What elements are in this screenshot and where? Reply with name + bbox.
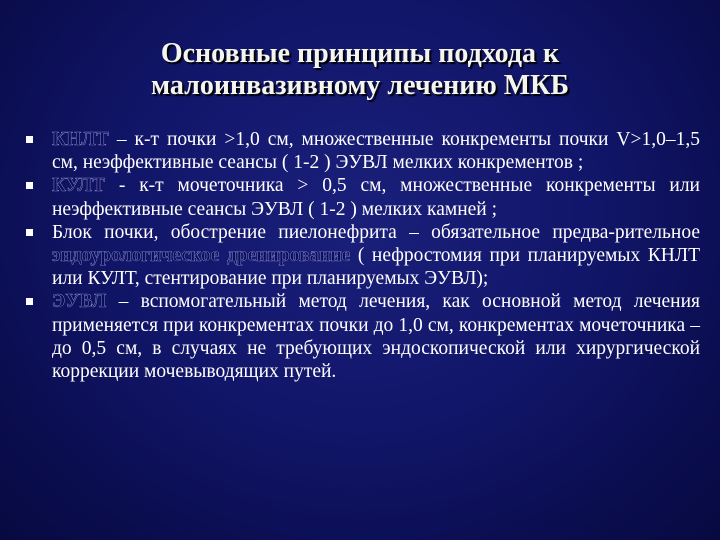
bullet-item-drainage — [24, 221, 700, 291]
term-knlt: КНЛТ — [52, 129, 109, 150]
bullet-list — [24, 128, 700, 383]
bullet-item-euvl — [24, 290, 700, 383]
square-bullet-icon — [26, 136, 33, 143]
term-kult: КУЛТ — [52, 175, 106, 197]
bullet-text-euvl: – вспомогательный метод лечения, как основной метод лечения применяется при конкрементах почки до 1,0 см, конкрементах мочеточника – до 0,5 см, в случаях не требующих эндоскопической или хирургической коррекции мочевыводящих путей. — [52, 291, 700, 383]
slide-title-line-2: малоинвазивному лечению МКБ — [151, 70, 569, 101]
bullet-text-drainage: ( нефростомия при планируемых КНЛТ или КУЛТ, стентирование при планируемых ЭУВЛ); — [52, 245, 701, 290]
bullet-item-knlt — [24, 128, 700, 174]
bullet-text-knlt: – к-т почки >1,0 см, множественные конкременты почки V>1,0–1,5 см, неэффективные сеансы ( 1-2 ) ЭУВЛ мелких конкрементов ; — [52, 129, 700, 174]
square-bullet-icon — [26, 182, 33, 189]
bullet-text-kult: - к-т мочеточника > 0,5 см, множественные конкременты или неэффективные сеансы ЭУВЛ ( 1-2 ) мелких камней ; — [52, 175, 700, 220]
square-bullet-icon — [26, 229, 33, 236]
term-drainage: эндоурологическое дренирование — [52, 245, 351, 267]
bullet-text-drainage-pre: Блок почки, обострение пиелонефрита – обязательное предва-рительное — [52, 221, 700, 243]
slide-title — [60, 38, 660, 102]
slide-title-line-1: Основные принципы подхода к — [160, 38, 560, 69]
bullet-item-kult — [24, 174, 700, 220]
term-euvl: ЭУВЛ — [52, 291, 107, 313]
square-bullet-icon — [26, 298, 33, 305]
